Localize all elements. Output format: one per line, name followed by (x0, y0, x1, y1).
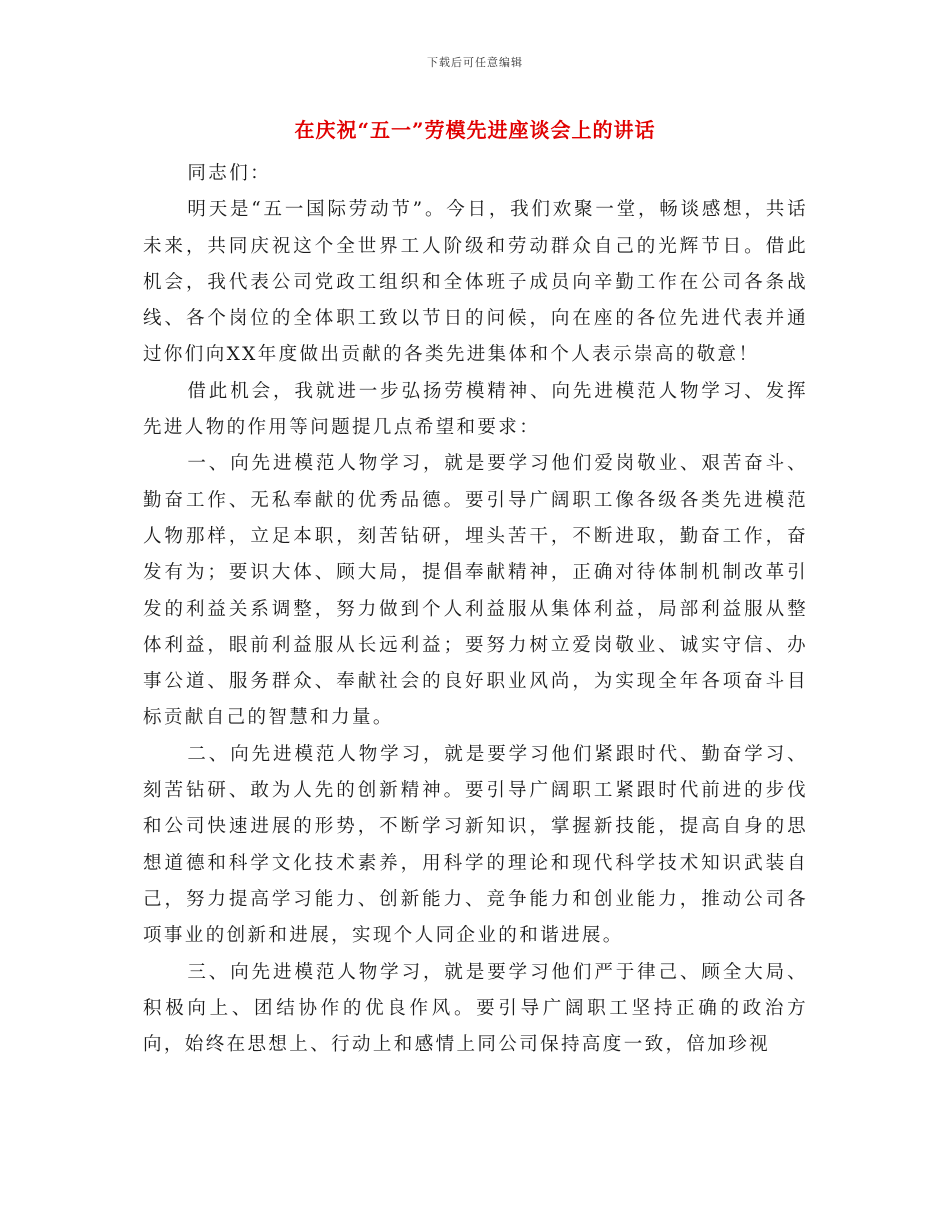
salutation: 同志们： (187, 163, 271, 184)
paragraph-intro-requirements: 借此机会，我就进一步弘扬劳模精神、向先进模范人物学习、发挥先进人物的作用等问题提几点希望和要求： (143, 380, 808, 439)
document-title: 在庆祝“五一”劳模先进座谈会上的讲话 (294, 118, 656, 142)
document-body (143, 156, 808, 1063)
paragraph-point-two: 二、向先进模范人物学习，就是要学习他们紧跟时代、勤奋学习、刻苦钻研、敢为人先的创新精神。要引导广阔职工紧跟时代前进的步伐和公司快速进展的形势，不断学习新知识，掌握新技能，提高自身的思想道德和科学文化技术素养，用科学的理论和现代科学技术知识武装自己，努力提高学习能力、创新能力、竞争能力和创业能力，推动公司各项事业的创新和进展，实现个人同企业的和谐进展。 (143, 743, 808, 947)
paragraph-opening: 明天是“五一国际劳动节”。今日，我们欢聚一堂，畅谈感想，共话未来，共同庆祝这个全世界工人阶级和劳动群众自己的光辉节日。借此机会，我代表公司党政工组织和全体班子成员向辛勤工作在公司各条战线、各个岗位的全体职工致以节日的问候，向在座的各位先进代表并通过你们向XX年度做出贡献的各类先进集体和个人表示崇高的敬意！ (143, 199, 808, 366)
download-edit-note: 下载后可任意编辑 (427, 56, 523, 69)
paragraph-point-three: 三、向先进模范人物学习，就是要学习他们严于律己、顾全大局、积极向上、团结协作的优良作风。要引导广阔职工坚持正确的政治方向，始终在思想上、行动上和感情上同公司保持高度一致，倍加珍视 (143, 961, 808, 1056)
paragraph-point-one: 一、向先进模范人物学习，就是要学习他们爱岗敬业、艰苦奋斗、勤奋工作、无私奉献的优秀品德。要引导广阔职工像各级各类先进模范人物那样，立足本职，刻苦钻研，埋头苦干，不断进取，勤奋工作，奋发有为；要识大体、顾大局，提倡奉献精神，正确对待体制机制改革引发的利益关系调整，努力做到个人利益服从集体利益，局部利益服从整体利益，眼前利益服从长远利益；要努力树立爱岗敬业、诚实守信、办事公道、服务群众、奉献社会的良好职业风尚，为实现全年各项奋斗目标贡献自己的智慧和力量。 (143, 453, 808, 729)
